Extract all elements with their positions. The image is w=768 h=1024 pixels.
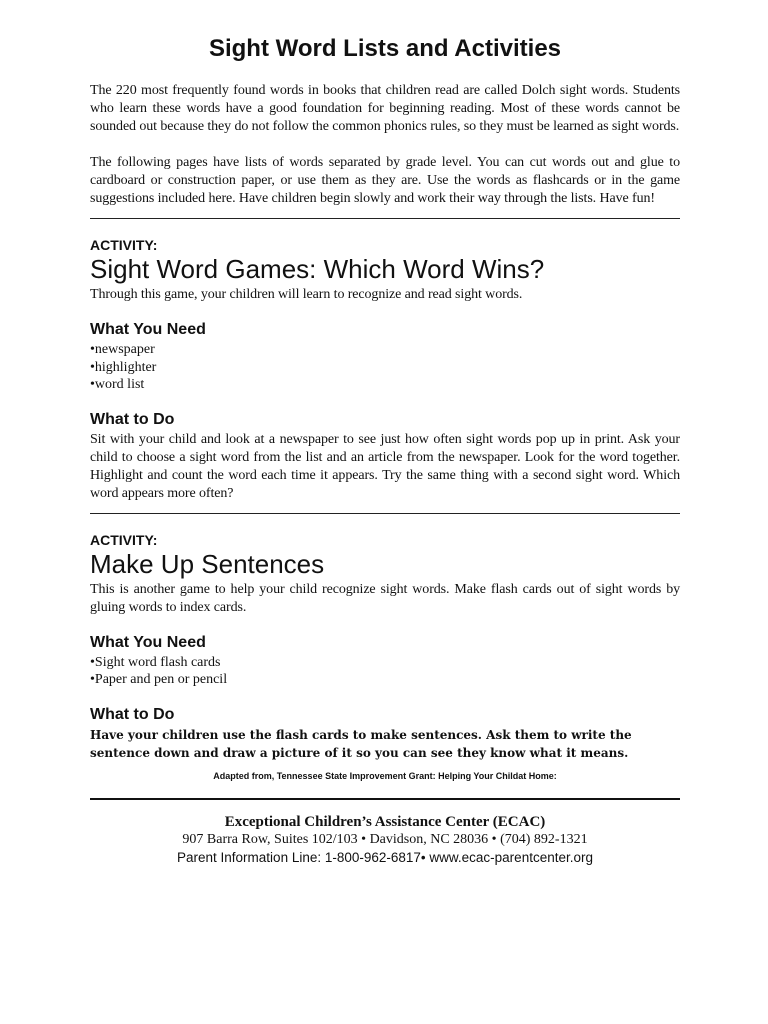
organization-address: 907 Barra Row, Suites 102/103 • Davidson, NC 28036 • (704) 892-1321 — [182, 831, 588, 847]
activity-title: Sight Word Games: Which Word Wins? — [90, 254, 545, 284]
activity-description: Through this game, your children will learn to recognize and read sight words. — [90, 287, 523, 302]
footer-divider — [90, 798, 680, 800]
section-divider — [90, 218, 680, 219]
what-to-do-text: Sit with your child and look at a newspaper to see just how often sight words pop up in print. Ask your child to choose a sight word from the list and an article from the newspaper. Look for the word together. Highlight and count the word each time it appears. Try the same thing with a second sight word. Which word appears more often? — [90, 431, 680, 501]
credit-line: Adapted from, Tennessee State Improvement Grant: Helping Your Childat Home: — [213, 770, 557, 781]
footer — [90, 813, 680, 867]
activity-which-word-wins — [90, 236, 680, 503]
intro-paragraph-1: The 220 most frequently found words in books that children read are called Dolch sight words. Students who learn these words have a good foundation for beginning reading. Most of these words cannot be sounded out because they do not follow the common phonics rules, so they must be learned as sight words. — [90, 83, 680, 134]
what-you-need-heading: What You Need — [90, 633, 206, 651]
list-item: • newspaper — [90, 341, 680, 359]
activity-description: This is another game to help your child recognize sight words. Make flash cards out of sight words by gluing words to index cards. — [90, 581, 680, 615]
intro-paragraph-2: The following pages have lists of words separated by grade level. You can cut words out and glue to cardboard or construction paper, or use them as they are. Use the words as flashcards or in the game suggestions included here. Have children begin slowly and work their way through the lists. Have fun! — [90, 155, 680, 206]
list-item: • highlighter — [90, 359, 680, 377]
parent-info-line: Parent Information Line: 1-800-962-6817• www.ecac-parentcenter.org — [177, 849, 593, 865]
activity-label: ACTIVITY: — [90, 531, 158, 548]
section-divider — [90, 513, 680, 514]
activity-title: Make Up Sentences — [90, 548, 325, 579]
what-you-need-heading: What You Need — [90, 321, 206, 338]
document-page — [90, 34, 680, 867]
list-item: • word list — [90, 376, 680, 394]
what-to-do-text: Have your children use the flash cards to make sentences. Ask them to write the sentence down and draw a picture of it so you can see they know what it means. — [90, 727, 632, 760]
activity-label: ACTIVITY: — [90, 237, 158, 253]
activity-make-up-sentences — [90, 531, 680, 762]
organization-name: Exceptional Children’s Assistance Center (ECAC) — [224, 813, 546, 830]
list-item: • Paper and pen or pencil — [90, 671, 680, 689]
needs-list — [90, 341, 680, 394]
what-to-do-heading: What to Do — [90, 705, 175, 723]
page-title: Sight Word Lists and Activities — [208, 35, 562, 62]
needs-list — [90, 654, 680, 689]
what-to-do-heading: What to Do — [90, 410, 175, 428]
list-item: • Sight word flash cards — [90, 654, 680, 672]
